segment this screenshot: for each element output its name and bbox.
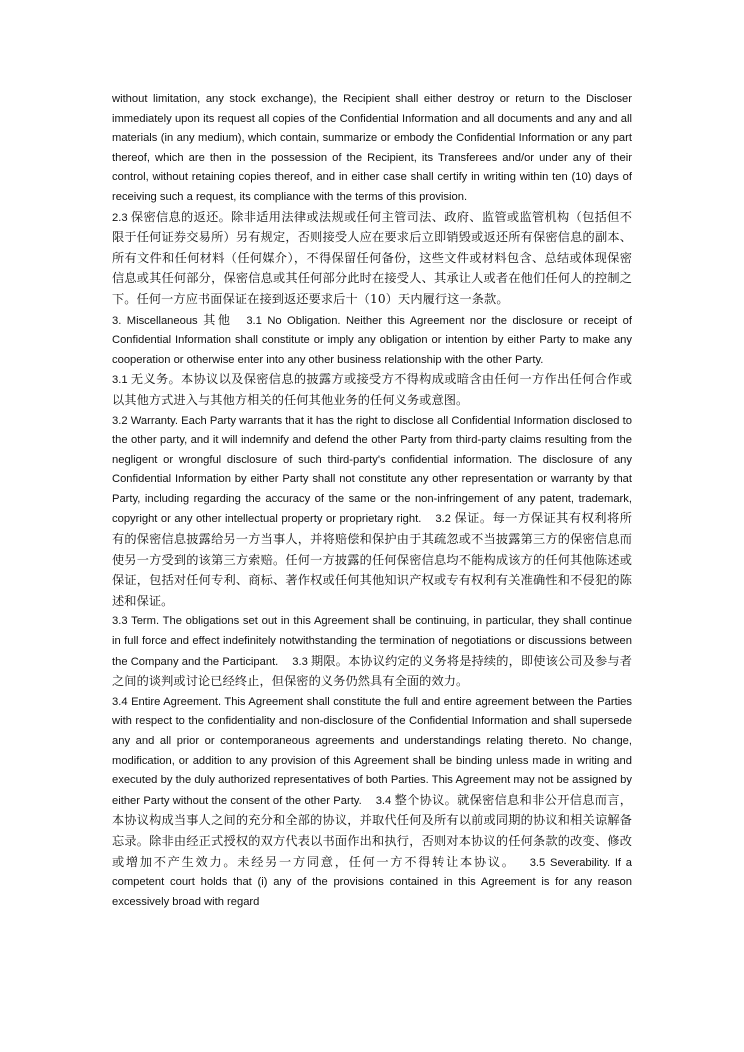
section-heading: 3. Miscellaneous: [112, 314, 198, 327]
clause-number: 3.1: [112, 374, 128, 387]
paragraph-text: 3.2 Warranty. Each Party warrants that it has the right to disclose all Confidential Information disclosed to the other party, and it will indemnify and defend the other Party from third-party claims resulting from the negligent or wrongful disclosure of such third-party's confidential information. The disclosure of any Confidential Information by either Party shall not constitute any other representation or warranty by that Party, including regarding the accuracy of the same or the non-infringement of any patent, trademark, copyright or any other intellectual property or proprietary right.: [112, 414, 632, 526]
paragraph-3-1-english: [112, 311, 632, 371]
paragraph-text: 3.3 Term. The obligations set out in this Agreement shall be continuing, in particular, they shall continue in full force and effect indefinitely notwithstanding the termination of negotiations or discussions between the Company and the Participant.: [112, 615, 632, 668]
clause-number: 2.3: [112, 211, 128, 224]
clause-number: 3.3: [292, 655, 308, 668]
paragraph-text: 3.1 No Obligation. Neither this Agreement nor the disclosure or receipt of Confidential Information shall constitute or imply any obligation or intention by either Party to make any cooperation or otherwise enter into any other business relationship with the other Party.: [112, 314, 632, 366]
clause-number: 3.2: [435, 513, 451, 526]
clause-number: 3.4: [375, 794, 392, 807]
paragraph-3-2: [112, 412, 632, 613]
paragraph-3-4: [112, 693, 632, 913]
paragraph-3-3: [112, 612, 632, 692]
paragraph-text-zh: 保证。每一方保证其有权利将所有的保密信息披露给另一方当事人，并将赔偿和保护由于其疏忽或不当披露第三方的保密信息而使另一方受到的该第三方索赔。任何一方披露的任何保密信息均不能构成该方的任何其他陈述或保证，包括对任何专利、商标、著作权或任何其他知识产权或专有权利有关准确性和不侵犯的陈述和保证。: [112, 511, 632, 608]
paragraph-text: 3.4 Entire Agreement. This Agreement shall constitute the full and entire agreement between the Parties with respect to the confidentiality and non-disclosure of the Confidential Information and shall supersede any and all prior or contemporaneous agreements and understandings relating thereto. No change, modification, or addition to any provision of this Agreement shall be binding unless made in writing and executed by the duly authorized representatives of both Parties. This Agreement may not be assigned by either Party without the consent of the other Party.: [112, 695, 632, 807]
paragraph-2-2-english: [112, 90, 632, 208]
paragraph-2-3-chinese: [112, 208, 632, 311]
paragraph-text-zh: 保密信息的返还。除非适用法律或法规或任何主管司法、政府、监管或监管机构（包括但不限于任何证券交易所）另有规定，否则接受人应在要求后立即销毁或返还所有保密信息的副本、所有文件和任何材料（任何媒介），不得保留任何备份，这些文件或材料包含、总结或体现保密信息或其任何部分，保密信息或其任何部分此时在接受人、其承让人或者在他们任何人的控制之下。任何一方应书面保证在接到返还要求后十（10）天内履行这一条款。: [112, 209, 633, 306]
paragraph-text: without limitation, any stock exchange), the Recipient shall either destroy or return to the Discloser immediately upon its request all copies of the Confidential Information and all documents and any and all materials (in any medium), which contain, summarize or embody the Confidential Information or any part thereof, which are then in the possession of the Recipient, its Transferees and/or under any of their control, without retaining copies thereof, and in either case shall certify in writing within ten (10) days of receiving such a request, its compliance with the terms of this provision.: [112, 93, 632, 203]
paragraph-3-1-chinese: [112, 370, 632, 411]
paragraph-text: 3.5 Severability. If a competent court holds that (i) any of the provisions contained in this Agreement is for any reason excessively broad with regard: [112, 856, 633, 908]
paragraph-text-zh: 期限。本协议约定的义务将是持续的，即使该公司及参与者之间的谈判或讨论已经终止，但保密的义务仍然具有全面的效力。: [112, 653, 632, 689]
document-page: [112, 90, 632, 912]
paragraph-text-zh: 整个协议。就保密信息和非公开信息而言，本协议构成当事人之间的充分和全部的协议，并取代任何及所有以前或同期的协议和相关谅解备忘录。除非由经正式授权的双方代表以书面作出和执行，否则对本协议的任何条款的改变、修改或增加不产生效力。未经另一方同意，任何一方不得转让本协议。: [112, 792, 633, 869]
paragraph-text-zh: 无义务。本协议以及保密信息的披露方或接受方不得构成或暗含由任何一方作出任何合作或以其他方式进入与其他方相关的任何其他业务的任何义务或意图。: [112, 372, 633, 407]
section-heading-zh: 其他: [203, 312, 233, 327]
